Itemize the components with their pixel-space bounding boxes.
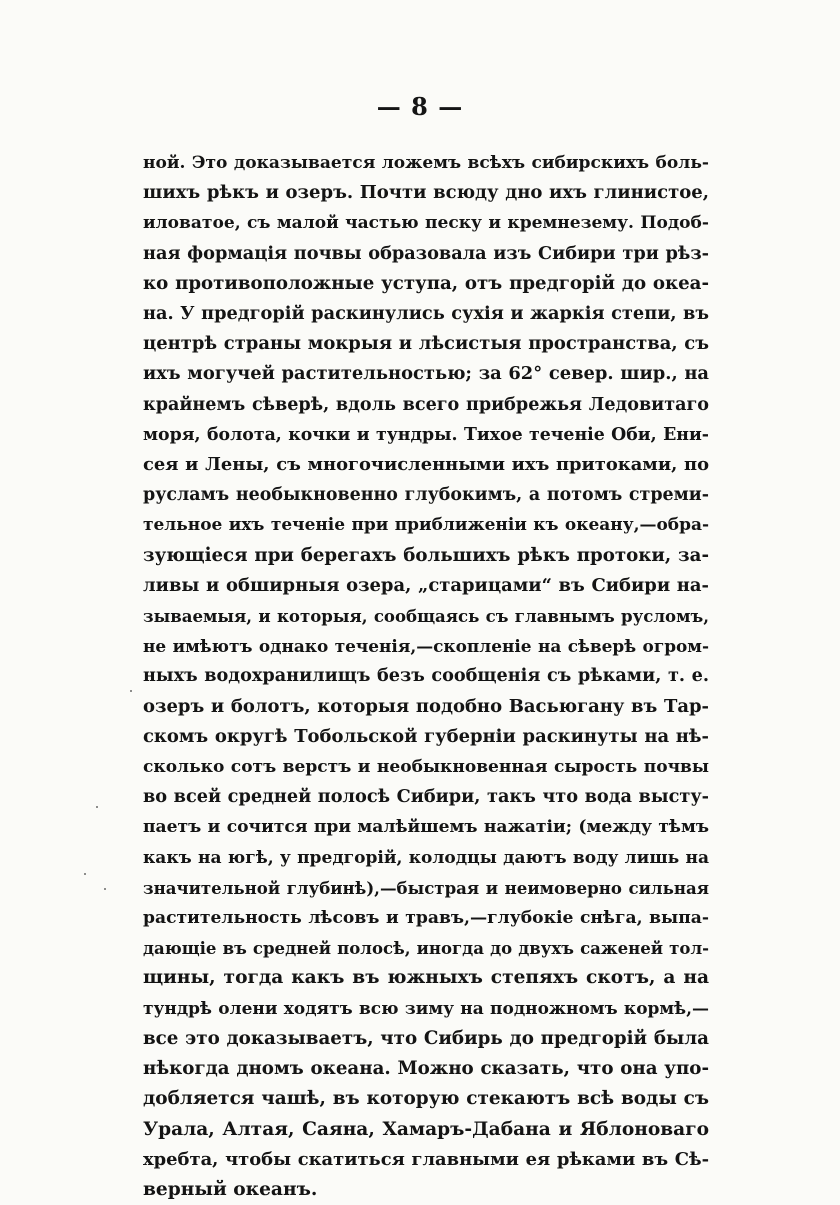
text-line: ливы и обширныя озера, „старицами“ въ Сибири на- (143, 574, 709, 596)
scan-speck (104, 888, 106, 890)
text-line: моря, болота, кочки и тундры. Тихое теченіе Оби, Ени- (143, 424, 709, 445)
page-number: — 8 — (376, 92, 464, 121)
text-line: во всей средней полосѣ Сибири, такъ что вода высту- (143, 786, 709, 808)
text-line: какъ на югѣ, у предгорій, колодцы даютъ воду лишь на (143, 847, 709, 868)
text-line: ная формація почвы образовала изъ Сибири три рѣз- (143, 242, 709, 264)
text-line: щины, тогда какъ въ южныхъ степяхъ скотъ, а на (143, 967, 709, 989)
text-line: ихъ могучей растительностью; за 62° север. шир., на (143, 363, 709, 385)
text-line: паетъ и сочится при малѣйшемъ нажатіи; (между тѣмъ (143, 817, 709, 838)
scan-speck (96, 806, 98, 808)
text-line: сколько сотъ верстъ и необыкновенная сырость почвы (143, 757, 709, 778)
text-line: центрѣ страны мокрыя и лѣсистыя пространства, съ (143, 333, 709, 355)
text-line: Урала, Алтая, Саяна, Хамаръ-Дабана и Яблоноваго (143, 1118, 709, 1140)
text-line: русламъ необыкновенно глубокимъ, а потомъ стреми- (143, 485, 709, 506)
text-line: значительной глубинѣ),—быстрая и неимоверно сильная (143, 877, 709, 898)
text-line: озеръ и болотъ, которыя подобно Васьюгану въ Тар- (143, 695, 709, 717)
text-line: не имѣютъ однако теченія,—скопленіе на сѣверѣ огром- (143, 636, 709, 657)
text-line: иловатое, съ малой частью песку и кремнезему. Подоб- (143, 213, 709, 234)
text-line: добляется чашѣ, въ которую стекаютъ всѣ воды съ (143, 1088, 709, 1110)
scan-speck (130, 690, 132, 692)
text-line: ной. Это доказывается ложемъ всѣхъ сибирскихъ боль- (143, 153, 709, 173)
text-line: сея и Лены, съ многочисленными ихъ притоками, по (143, 454, 709, 476)
text-line: шихъ рѣкъ и озеръ. Почти всюду дно ихъ глинистое, (143, 182, 709, 204)
text-line: тундрѣ олени ходятъ всю зиму на подножномъ кормѣ,— (143, 998, 709, 1019)
text-line: все это доказываетъ, что Сибирь до предгорій была (143, 1027, 709, 1049)
text-line-last: верный океанъ. (143, 1178, 318, 1200)
text-line: растительность лѣсовъ и травъ,—глубокіе снѣга, выпа- (143, 908, 709, 929)
text-line: тельное ихъ теченіе при приближеніи къ океану,—обра- (143, 515, 709, 536)
text-line: хребта, чтобы скатиться главными ея рѣками въ Сѣ- (143, 1148, 709, 1170)
text-line: ныхъ водохранилищъ безъ сообщенія съ рѣками, т. е. (143, 665, 709, 687)
text-line: зываемыя, и которыя, сообщаясь съ главнымъ русломъ, (143, 606, 709, 627)
text-line: нѣкогда дномъ океана. Можно сказать, что она упо- (143, 1058, 709, 1080)
body-text (143, 148, 709, 1205)
text-line: на. У предгорій раскинулись сухія и жаркія степи, въ (143, 303, 709, 325)
text-line: скомъ округѣ Тобольской губерніи раскинуты на нѣ- (143, 725, 709, 747)
text-line: ко противоположные уступа, отъ предгорій до океа- (143, 272, 709, 294)
text-line: зующіеся при берегахъ большихъ рѣкъ протоки, за- (143, 544, 709, 566)
text-line: дающіе въ средней полосѣ, иногда до двухъ саженей тол- (143, 938, 709, 959)
text-line: крайнемъ сѣверѣ, вдоль всего прибрежья Ледовитаго (143, 393, 709, 415)
scan-speck (84, 873, 86, 875)
